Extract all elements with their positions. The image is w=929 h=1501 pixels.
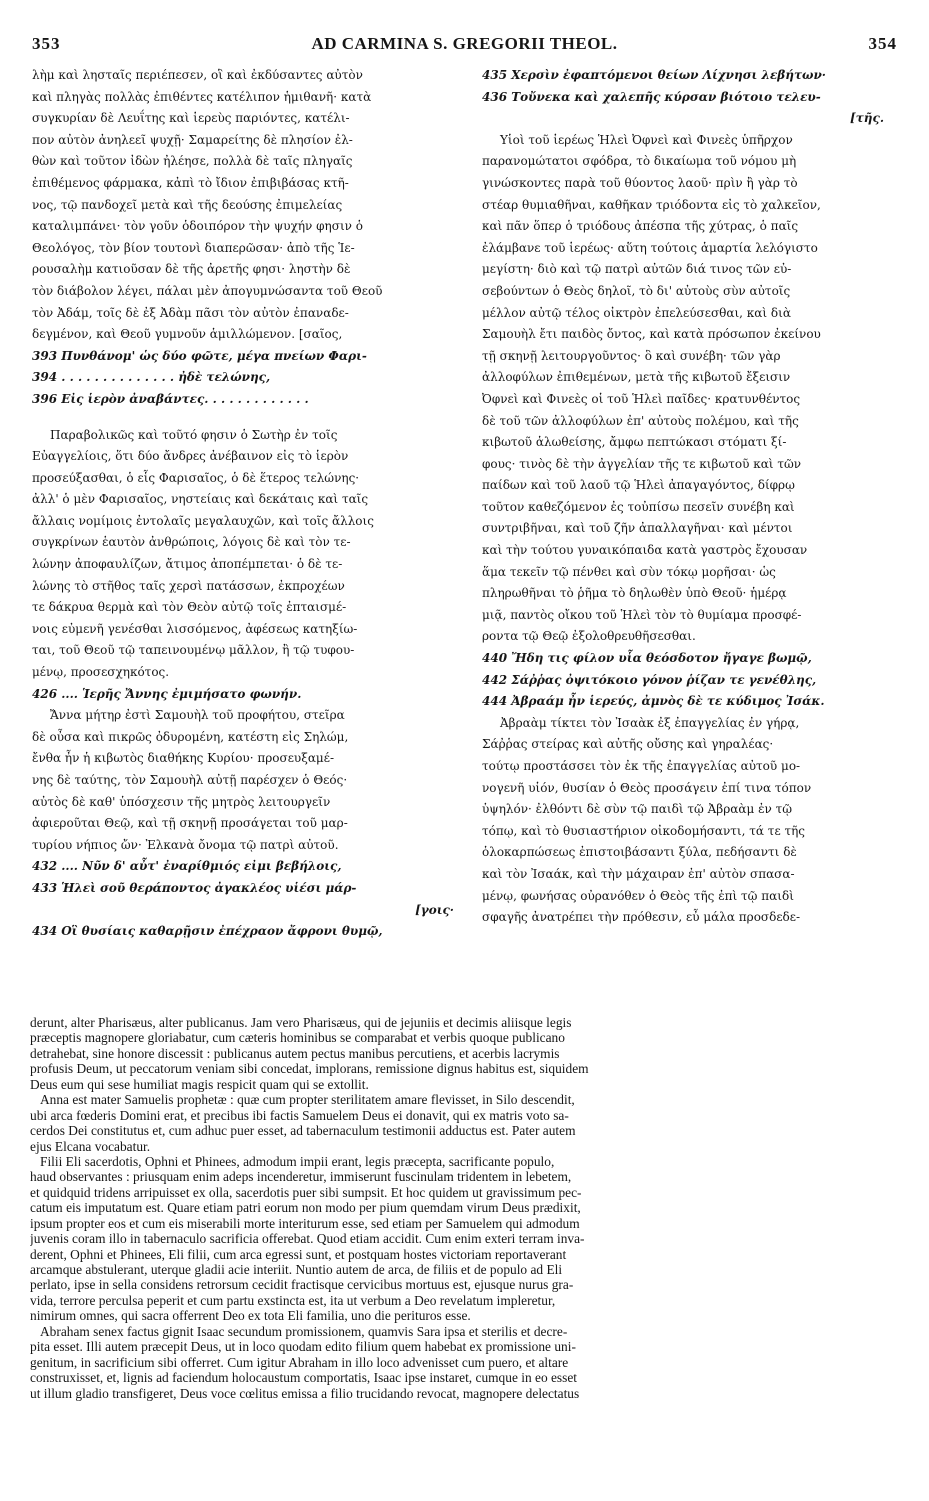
text-line: καὶ πᾶν ὅπερ ὁ τριόδους ἀπέσπα τῆς χύτρας, ὁ παῖς [482, 219, 799, 234]
text-line: φους· τινὸς δὲ τὴν ἀγγελίαν τῆς τε κιβωτοῦ καὶ τῶν [482, 456, 802, 471]
text-line: Ὀφνεὶ καὶ Φινεὲς οἱ τοῦ Ἡλεὶ παῖδες· κρατυνθέντος [482, 391, 801, 406]
verse-line: 396 Εἰς ἱερὸν ἀναβάντες. . . . . . . . . . . . . [32, 391, 309, 406]
text-line: ἐλάμβανε τοῦ ἱερέως· αὕτη τούτοις ἁμαρτία λελόγιστο [482, 240, 818, 255]
text-line: καὶ πληγὰς πολλὰς ἐπιθέντες κατέλιπον ἡμιθανῆ· κατὰ [32, 89, 372, 104]
verse-line: 434 Οἳ θυσίαις καθαρῇσιν ἐπέχραον ἄφρονι θυμῷ, [32, 924, 383, 939]
text-line: τόπῳ, καὶ τὸ θυσιαστήριον οἰκοδομήσαντι, τά τε τῆς [482, 823, 806, 838]
text-line: μεγίστη· διὸ καὶ τῷ πατρὶ αὐτῶν διά τινος τῶν εὐ- [482, 262, 792, 277]
text-line: μένῳ, προσεσχηκότος. [32, 665, 170, 680]
text-line: μένῳ, φωνήσας οὐρανόθεν ὁ Θεὸς τῆς ἐπὶ τῷ παιδὶ [482, 888, 794, 903]
latin-line: derunt, alter Pharisæus, alter publicanus. Jam vero Pharisæus, qui de jejuniis et decimis aliisque legis [30, 1015, 572, 1030]
text-line: νης δὲ ταύτης, τὸν Σαμουὴλ αὐτῇ παρέσχεν ὁ Θεός· [32, 773, 348, 787]
latin-line: juvenis coram illo in tabernaculo sacrificia offerebat. Quod etiam accidit. Cum enim exteri terram inva- [30, 1231, 585, 1247]
verse-line: 435 Χερσὶν ἐφαπτόμενοι θείων Λίχνησι λεβήτων· [482, 68, 826, 82]
text-line: ἐπιθέμενος φάρμακα, κἀπὶ τὸ ἴδιον ἐπιβιβάσας κτῆ- [32, 175, 349, 190]
verse-line: 444 Ἀβραάμ ἦν ἱερεύς, ἀμνὸς δὲ τε κύδιμος Ἰσάκ. [482, 694, 825, 709]
text-line: Θεολόγος, τὸν βίον τουτονὶ διαπερῶσαν· ἀπὸ τῆς Ἱε- [32, 240, 355, 255]
latin-line: pita esset. Illi autem præcepit Deus, ut in loco quodam edito filium quem habebat ex promissione uni- [30, 1339, 576, 1355]
latin-line: cerdos Dei constitutus et, cum adhuc puer esset, ad tabernaculum testimonii adductus est. Pater autem [30, 1123, 576, 1139]
text-line: λώνην ἀποφαυλίζων, ἄτιμος ἀποπέμπεται· ὁ δὲ τε- [32, 557, 343, 572]
text-line: πληρωθῆναι τὸ ῥῆμα τὸ δηλωθὲν ὑπὸ Θεοῦ· ἡμέρᾳ [482, 586, 787, 601]
text-line: νογενῆ υἱόν, θυσίαν ὁ Θεὸς προσάγειν ἐπί τινα τόπον [482, 780, 812, 795]
latin-line: Deus eum qui sese humiliat magis respicit quam qui se extollit. [30, 1076, 369, 1092]
text-line: Ἄννα μήτηρ ἐστὶ Σαμουὴλ τοῦ προφήτου, στεῖρα [50, 708, 345, 723]
text-line: συντριβῆναι, καὶ τοῦ ζῆν ἀπαλλαγῆναι· καὶ μέντοι [482, 521, 793, 536]
latin-line: construxisset, et, lignis ad faciendum holocaustum comportatis, Isaac ipse instaret, cumque in eo esset [30, 1370, 578, 1386]
left-page-number: 353 [32, 34, 61, 53]
text-line: παρανομώτατοι σφόδρα, τὸ δικαίωμα τοῦ νόμου μὴ [482, 154, 797, 169]
text-line: δὲ τοῦ τῶν ἀλλοφύλων ἐπ' αὐτοὺς πολέμου, καὶ τῆς [482, 413, 799, 428]
text-line: ται, τοῦ Θεοῦ τῷ ταπεινουμένῳ μᾶλλον, ἢ τῷ τυφου- [32, 643, 355, 658]
text-line: αὐτὸς δὲ καθ' ὑπόσχεσιν τῆς μητρὸς λειτουργεῖν [32, 794, 331, 809]
text-line: μέλλον αὐτῷ τέλος οἰκτρὸν ἐπελεύσεσθαι, καὶ διὰ [482, 305, 791, 320]
right-greek-column [482, 65, 892, 929]
text-line: Σάῤῥας στείρας καὶ αὐτῆς οὔσης καὶ γηραλέας· [482, 737, 774, 752]
text-line: καὶ τὸν Ἰσαάκ, καὶ τὴν μάχαιραν ἐπ' αὐτὸν σπασα- [482, 866, 795, 881]
text-line: τοῦτον καθεζόμενον ἐς τοὐπίσω πεσεῖν συνέβη καὶ [482, 499, 795, 514]
text-line: καταλιμπάνει· τὸν γοῦν ὁδοιπόρον τὴν ψυχήν φησιν ὁ [32, 219, 363, 234]
text-line: Σαμουὴλ ἔτι παιδὸς ὄντος, καὶ κατὰ πρόσωπον ἐκείνου [482, 327, 821, 342]
text-line: ἔνθα ἦν ἡ κιβωτὸς διαθήκης Κυρίου· προσευξαμέ- [32, 751, 334, 766]
latin-translation [30, 1015, 895, 1401]
text-line: τῇ σκηνῇ λειτουργοῦντος· ὃ καὶ συνέβη· τῶν γὰρ [482, 348, 781, 363]
verse-line: 393 Πυνθάνομ' ὡς δύο φῶτε, μέγα πνείων Φαρι- [32, 348, 367, 363]
latin-line: arcamque abstulerant, uterque gladii acie interiit. Nuntio autem de arca, de filiis et de populo ad Eli [30, 1262, 563, 1277]
text-line: ὑψηλόν· ἐλθόντι δὲ σὺν τῷ παιδὶ τῷ Ἀβραὰμ ἐν τῷ [482, 802, 793, 817]
running-title: AD CARMINA S. GREGORII THEOL. [311, 34, 618, 53]
right-page-number: 354 [868, 34, 897, 53]
text-line: τυρίου νήπιος ὤν· Ἐλκανὰ ὄνομα τῷ πατρὶ αὐτοῦ. [32, 837, 339, 852]
verse-line: 436 Τοὔνεκα καὶ χαλεπῆς κύρσαν βιότοιο τελευ- [482, 89, 821, 104]
latin-line: Abraham senex factus gignit Isaac secundum promissionem, quamvis Sara ipsa et sterilis et decre- [40, 1323, 568, 1339]
text-line: παίδων καὶ τοῦ λαοῦ τῷ Ἡλεὶ ἀπαγαγόντος, δίφρῳ [482, 478, 795, 493]
verse-line: 433 Ἡλεὶ σοῦ θεράποντος ἀγακλέος υἱέσι μάρ- [32, 880, 357, 895]
text-line: δὲ οὖσα καὶ πικρῶς ὀδυρομένη, κατέστη εἰς Σηλώμ, [32, 729, 349, 744]
text-line: στέαρ θυμιαθῆναι, καθῆκαν τριόδοντα εἰς τὸ χαλκεῖον, [482, 197, 821, 212]
text-line: Υἱοὶ τοῦ ἱερέως Ἡλεὶ Ὀφνεὶ καὶ Φινεὲς ὑπῆρχον [500, 132, 793, 147]
latin-line: ejus Elcana vocabatur. [30, 1138, 151, 1154]
latin-line: perlato, ipse in sella considens retrorsum cecidit fractisque cervicibus mortuus est, ejusque nurus gra- [30, 1277, 574, 1293]
text-line: λώνης τὸ στῆθος ταῖς χερσὶ πατάσσων, ἐκπροχέων [32, 578, 345, 593]
text-line: πον αὐτὸν ἀνηλεεῖ ψυχῇ· Σαμαρείτης δὲ πλησίον ἐλ- [32, 132, 353, 147]
latin-line: ipsum propter eos et cum eis miserabili morte interiturum esse, sed etiam per Samuelem qui admodum [30, 1215, 580, 1231]
text-line: Ἀβραὰμ τίκτει τὸν Ἰσαὰκ ἐξ ἐπαγγελίας ἐν γήρᾳ, [500, 715, 800, 730]
latin-line: detrahebat, sine honore discessit : publicanus autem pectus manibus percutiens, et acerbis lacrymis [30, 1045, 560, 1061]
verse-line: 432 .... Νῦν δ' αὖτ' ἐναρίθμιός εἰμι βεβήλοις, [32, 859, 342, 874]
text-line: ὁλοκαρπώσεως ἐπιστοιβάσαντι ξύλα, πεδήσαντι δὲ [482, 845, 797, 860]
latin-line: catum eis imputatum est. Quare etiam patri eorum non modo per pium quemdam virum Deus prædixit, [30, 1200, 581, 1216]
latin-line: ut illum gladio transfigeret, Deus voce cœlitus emissa a filio trucidando revocat, magnopere delectatus [30, 1385, 580, 1401]
text-line: τε δάκρυα θερμὰ καὶ τὸν Θεὸν αὐτῷ τοῖς ἐπταισμέ- [32, 600, 347, 615]
text-line: ἅμα τεκεῖν τῷ πένθει καὶ σὺν τόκῳ μορῆσαι· ὡς [482, 564, 776, 579]
verse-line: 440 Ἤδη τις φίλον υἷα θεόσδοτον ἤγαγε βωμῷ, [482, 651, 812, 666]
verse-line: 426 .... Ἱερῆς Ἄννης ἐμιμήσατο φωνήν. [32, 686, 302, 701]
text-line: γινώσκοντες παρὰ τοῦ θύοντος λαοῦ· πρὶν ἢ γὰρ τὸ [482, 175, 798, 190]
text-line: συγκυρίαν δὲ Λευΐτης καὶ ἱερεὺς παριόντες, κατέλι- [32, 111, 350, 126]
paragraph-gap [32, 411, 462, 425]
latin-line: et quidquid tridens arripuisset ex olla, sacerdotis puer sibi sumpsit. Et hoc quidem ut gravissimum pec- [30, 1184, 582, 1200]
latin-line: vida, terrore perculsa peperit et cum partu exstincta est, ita ut verbum a Deo revelatum impleretur, [30, 1292, 556, 1308]
latin-line: profusis Deum, ut peccatorum veniam sibi concedat, implorans, remissione dignus habitus est, siquidem [30, 1061, 589, 1077]
text-line: τούτῳ προστάσσει τὸν ἐκ τῆς ἐπαγγελίας αὐτοῦ μο- [482, 759, 801, 773]
text-line: ροντα τῷ Θεῷ ἐξολοθρευθῆσεσθαι. [482, 629, 696, 644]
text-line: ρουσαλὴμ κατιοῦσαν δὲ τῆς ἀρετῆς φησι· ληστὴν δὲ [32, 262, 351, 277]
latin-line: derent, Ophni et Phinees, Eli filii, cum arca egressi sunt, et postquam hostes victoriam reportaverant [30, 1246, 567, 1262]
text-line: σεβούντων ὁ Θεὸς δηλοῖ, τὸ δι' αὐτοὺς σὺν αὐτοῖς [482, 283, 791, 298]
latin-line: Anna est mater Samuelis prophetæ : quæ cum propter sterilitatem amare flevisset, in Silo descendit, [40, 1092, 575, 1108]
text-line: τὸν διάβολον λέγει, πάλαι μὲν ἀπογυμνώσαντα τοῦ Θεοῦ [32, 283, 383, 298]
latin-line: ubi arca fœderis Domini erat, et precibus ibi factis Samuelem Deus ei donavit, qui ex matris voto sa- [30, 1107, 569, 1123]
text-line: θὼν καὶ τοῦτον ἰδὼν ἠλέησε, πολλὰ δὲ ταῖς πληγαῖς [32, 154, 353, 169]
text-line: ἀλλοφύλων ἐπιθεμένων, μετὰ τῆς κιβωτοῦ ἔξεισιν [482, 370, 791, 385]
running-header [0, 34, 929, 58]
verse-line: [τῆς. [850, 111, 884, 126]
text-line: ἀφιεροῦται Θεῷ, καὶ τῇ σκηνῇ προσάγεται τοῦ μαρ- [32, 816, 348, 831]
text-line: καὶ τὴν τούτου γυναικόπαιδα κατὰ γαστρὸς ἔχουσαν [482, 543, 808, 558]
text-line: ἀλλ' ὁ μὲν Φαρισαῖος, νηστείαις καὶ δεκάταις καὶ ταῖς [32, 492, 369, 507]
latin-line: genitum, in sacrificium sibi offerret. Cum igitur Abraham in illo loco advenisset cum puero, et altare [30, 1354, 569, 1370]
text-line: λὴμ καὶ λησταῖς περιέπεσεν, οἳ καὶ ἐκδύσαντες αὐτὸν [32, 68, 363, 82]
latin-line: Filii Eli sacerdotis, Ophni et Phinees, admodum impii erant, legis præcepta, sacrificante populo, [40, 1153, 555, 1169]
verse-line: 394 . . . . . . . . . . . . . . ἠδὲ τελώνης, [32, 370, 271, 385]
left-greek-column [32, 65, 462, 943]
text-line: προσεύξασθαι, ὁ εἷς Φαρισαῖος, ὁ δὲ ἕτερος τελώνης· [32, 470, 360, 485]
verse-line: 442 Σάῤῥας ὀψιτόκοιο γόνον ῥίζαν τε γενέθλης, [482, 672, 817, 687]
text-line: Εὐαγγελίοις, ὅτι δύο ἄνδρες ἀνέβαινον εἰς τὸ ἱερὸν [32, 449, 349, 464]
latin-line: nimirum omnes, qui sacra offerrent Deo ex tota Eli familia, uno die perituros esse. [30, 1308, 471, 1324]
latin-line: haud observantes : priusquam enim adeps incenderetur, immiserunt fuscinulam tridentem in lebetem, [30, 1169, 572, 1185]
text-line: σφαγῆς ἀνατρέπει τὴν πρόθεσιν, εὖ μάλα προσδεδε- [482, 910, 801, 925]
verse-line: [γοις· [415, 902, 454, 917]
text-line: κιβωτοῦ ἁλωθείσης, ἄμφω πεπτώκασι στόματι ξί- [482, 435, 787, 450]
text-line: νος, τῷ πανδοχεῖ μετὰ καὶ τῆς δεούσης ἐπιμελείας [32, 197, 343, 212]
text-line: ἄλλαις νομίμοις ἐντολαῖς μεγαλαυχῶν, καὶ τοῖς ἄλλοις [32, 513, 374, 528]
text-line: τὸν Ἀδάμ, τοῖς δὲ ἐξ Ἀδὰμ πᾶσι τὸν αὐτὸν ἐπαναδε- [32, 305, 349, 320]
text-line: Παραβολικῶς καὶ τοῦτό φησιν ὁ Σωτὴρ ἐν τοῖς [50, 427, 338, 442]
text-line: νοις εὐμενῆ γενέσθαι λισσόμενος, ἀφέσεως κατηξίω- [32, 621, 358, 636]
text-line: δεγμένον, καὶ Θεοῦ γυμνοῦν ἁμιλλώμενον. [σαῖος, [32, 327, 343, 342]
latin-line: præceptis magnopere gloriabatur, cum cæteris hominibus se comparabat et verbis quoque publicano [30, 1030, 565, 1046]
text-line: μιᾷ, παντὸς οἴκου τοῦ Ἡλεὶ τὸν τὸ θυμίαμα προσφέ- [482, 607, 802, 622]
text-line: συγκρίνων ἑαυτὸν ἀνθρώποις, λόγοις δὲ καὶ τὸν τε- [32, 535, 351, 550]
